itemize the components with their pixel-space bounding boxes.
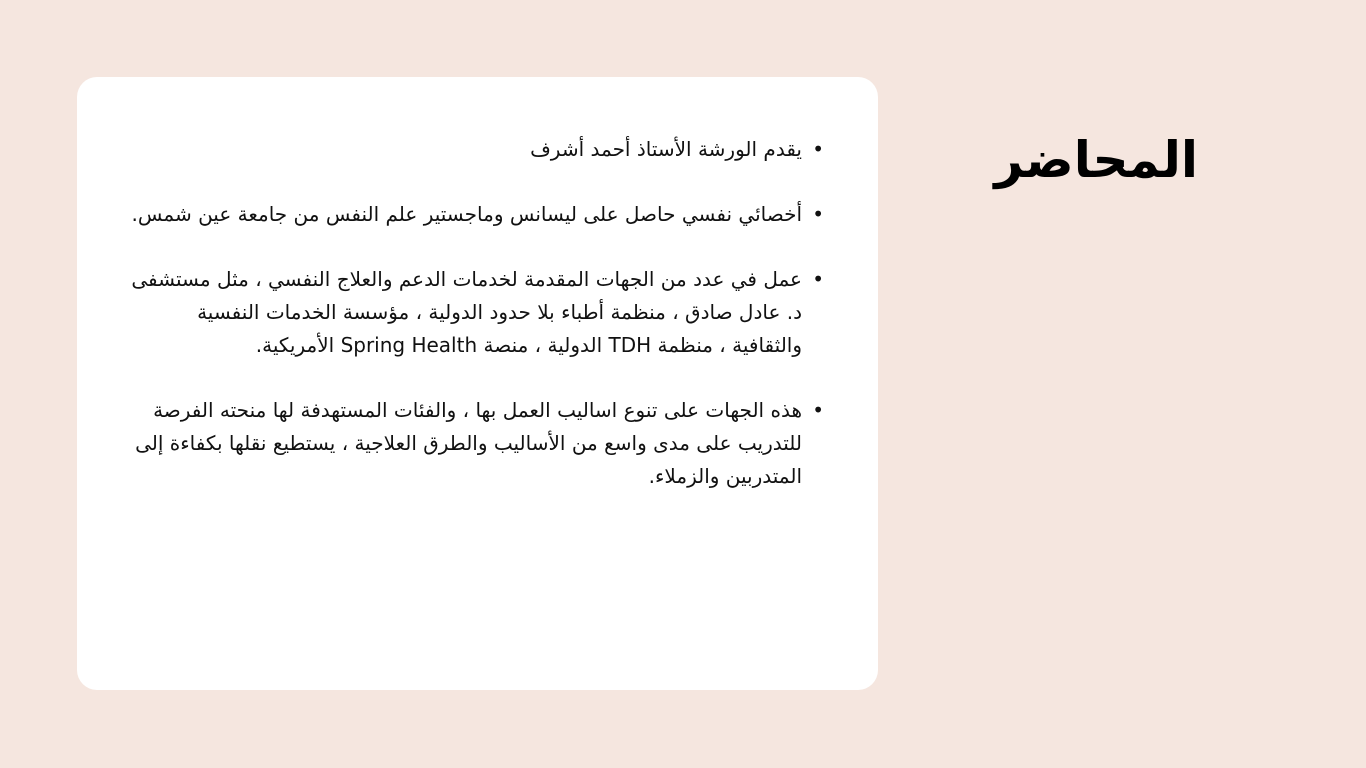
bullet-item: • أخصائي نفسي حاصل على ليسانس وماجستير علم النفس من جامعة عين شمس. bbox=[124, 198, 824, 231]
bullet-item: • يقدم الورشة الأستاذ أحمد أشرف bbox=[124, 133, 824, 166]
bullet-item: • هذه الجهات على تنوع اساليب العمل بها ، والفئات المستهدفة لها منحته الفرصة للتدريب على مدى واسع من الأساليب والطرق العلاجية ، يستطيع نقلها بكفاءة إلى المتدربين والزملاء. bbox=[124, 394, 824, 493]
bullet-item: • عمل في عدد من الجهات المقدمة لخدمات الدعم والعلاج النفسي ، مثل مستشفى د. عادل صادق ، منظمة أطباء بلا حدود الدولية ، مؤسسة الخدمات النفسية والثقافية ، منظمة TDH الدولية ، منصة Spring Health الأمريكية. bbox=[124, 263, 824, 362]
bullet-list bbox=[124, 133, 824, 525]
content-card bbox=[77, 77, 878, 690]
slide-title: المحاضر bbox=[994, 131, 1198, 189]
